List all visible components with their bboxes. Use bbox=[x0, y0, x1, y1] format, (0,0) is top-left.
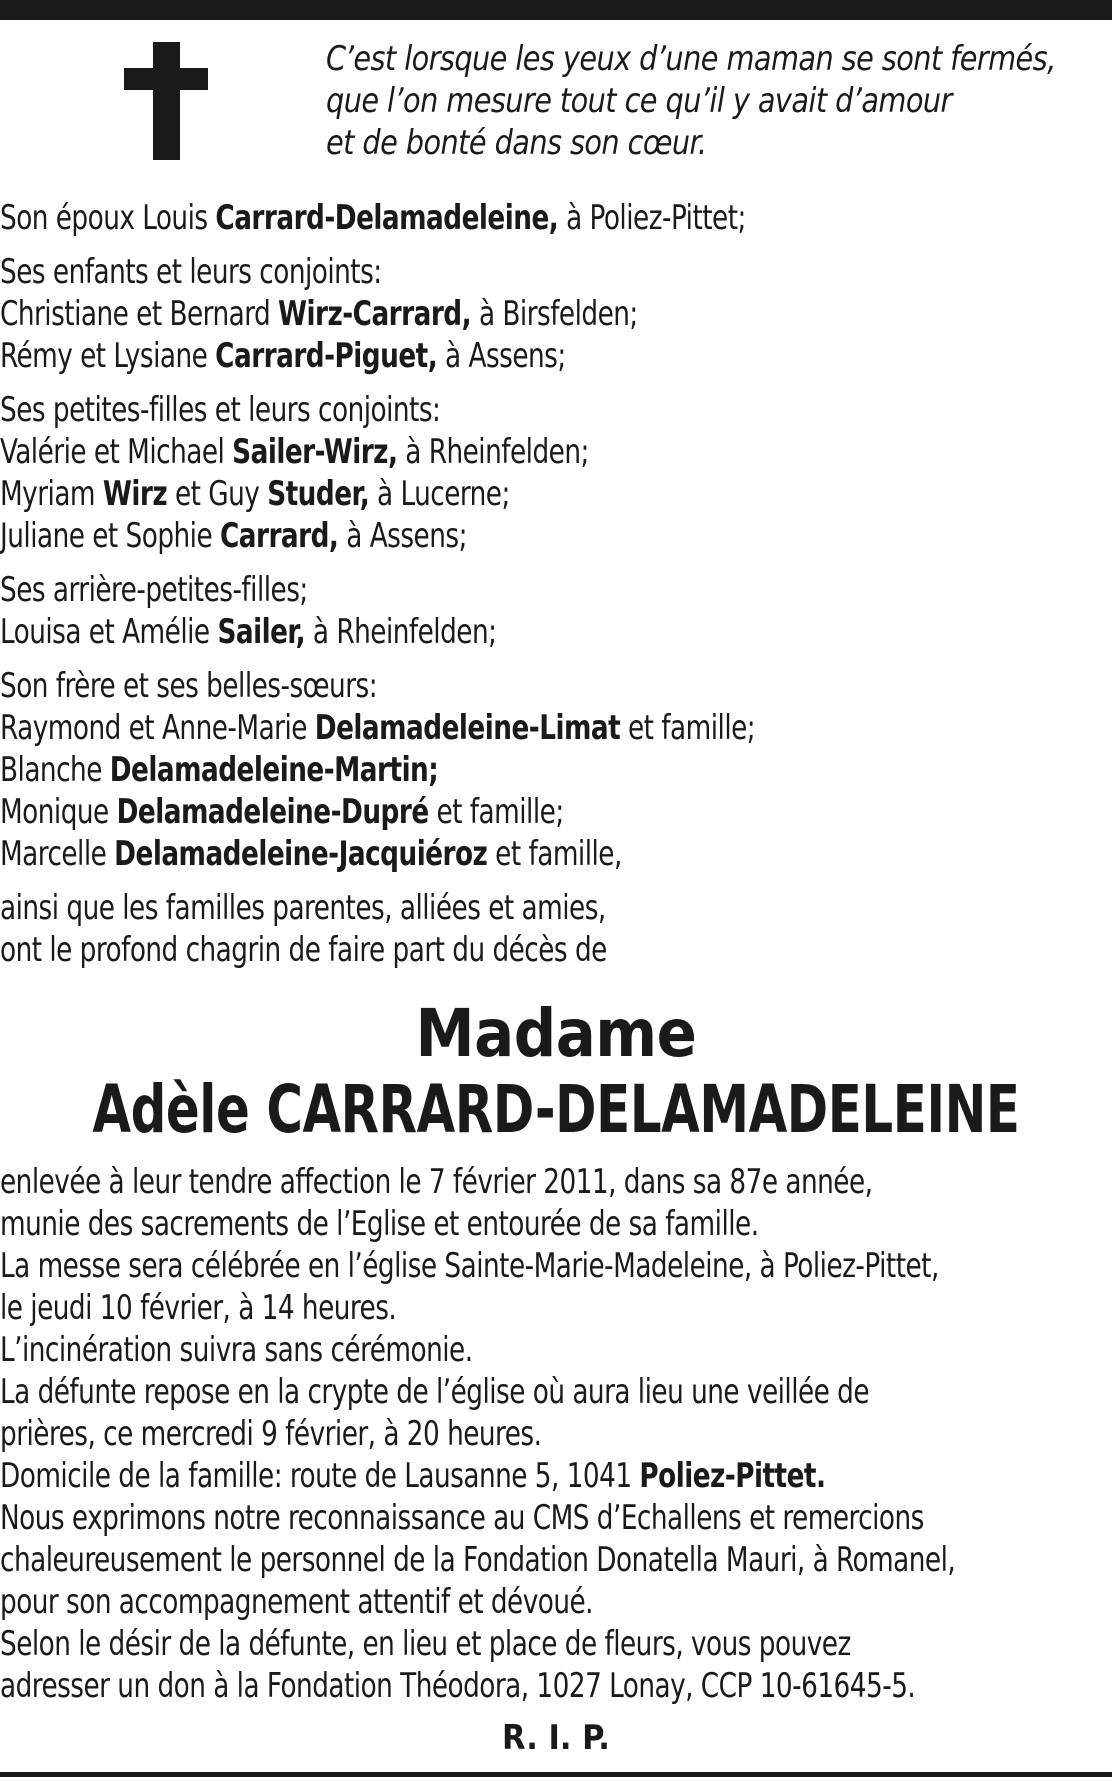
detail-line: La messe sera célébrée en l’église Sainte-Marie-Madeleine, à Poliez-Pittet, bbox=[0, 1246, 939, 1286]
deceased-name: Adèle CARRARD-DELAMADELEINE bbox=[92, 1071, 1020, 1148]
rip-text: R. I. P. bbox=[502, 1718, 610, 1758]
epitaph-quote bbox=[326, 38, 1069, 164]
family-member-line: Valérie et Michael Sailer-Wirz, à Rheinfelden; bbox=[0, 432, 589, 472]
detail-line: chaleureusement le personnel de la Fondation Donatella Mauri, à Romanel, bbox=[0, 1540, 956, 1580]
detail-line: prières, ce mercredi 9 février, à 20 heures. bbox=[0, 1414, 542, 1454]
family-member-line: Louisa et Amélie Sailer, à Rheinfelden; bbox=[0, 612, 497, 652]
great-granddaughters-heading: Ses arrière-petites-filles; bbox=[0, 570, 308, 610]
spouse-line: Son époux Louis Carrard-Delamadeleine, à Poliez-Pittet; bbox=[0, 198, 746, 238]
detail-line: le jeudi 10 février, à 14 heures. bbox=[0, 1288, 397, 1328]
detail-line: enlevée à leur tendre affection le 7 février 2011, dans sa 87e année, bbox=[0, 1162, 873, 1202]
family-member-line: Juliane et Sophie Carrard, à Assens; bbox=[0, 516, 467, 556]
children-heading: Ses enfants et leurs conjoints: bbox=[0, 252, 382, 292]
family-member-line: Rémy et Lysiane Carrard-Piguet, à Assens; bbox=[0, 336, 566, 376]
family-member-line: Blanche Delamadeleine-Martin; bbox=[0, 750, 439, 790]
detail-line: pour son accompagnement attentif et dévoué. bbox=[0, 1582, 594, 1622]
family-list bbox=[0, 197, 1112, 971]
detail-line: Selon le désir de la défunte, en lieu et place de fleurs, vous pouvez bbox=[0, 1624, 851, 1664]
granddaughters-heading: Ses petites-filles et leurs conjoints: bbox=[0, 390, 441, 430]
deceased-honorific: Madame bbox=[415, 995, 697, 1072]
quote-line: C’est lorsque les yeux d’une maman se sont fermés, bbox=[326, 39, 1056, 79]
family-member-line: Myriam Wirz et Guy Studer, à Lucerne; bbox=[0, 474, 510, 514]
cross-icon bbox=[124, 42, 208, 160]
detail-line: L’incinération suivra sans cérémonie. bbox=[0, 1330, 473, 1370]
family-member-line: Monique Delamadeleine-Dupré et famille; bbox=[0, 792, 564, 832]
quote-line: que l’on mesure tout ce qu’il y avait d’amour bbox=[326, 81, 952, 121]
domicile-line: Domicile de la famille: route de Lausanne 5, 1041 Poliez-Pittet. bbox=[0, 1456, 826, 1496]
detail-line: munie des sacrements de l’Eglise et entourée de sa famille. bbox=[0, 1204, 759, 1244]
family-member-line: Marcelle Delamadeleine-Jacquiéroz et famille, bbox=[0, 834, 622, 874]
top-border-rule bbox=[0, 0, 1112, 20]
siblings-heading: Son frère et ses belles-sœurs: bbox=[0, 666, 378, 706]
detail-line: Nous exprimons notre reconnaissance au CMS d’Echallens et remercions bbox=[0, 1498, 924, 1538]
bottom-border-rule bbox=[0, 1772, 1112, 1777]
detail-line: La défunte repose en la crypte de l’église où aura lieu une veillée de bbox=[0, 1372, 870, 1412]
closing-line: ainsi que les familles parentes, alliées et amies, bbox=[0, 888, 606, 928]
closing-line: ont le profond chagrin de faire part du décès de bbox=[0, 930, 607, 970]
family-member-line: Christiane et Bernard Wirz-Carrard, à Birsfelden; bbox=[0, 294, 638, 334]
family-member-line: Raymond et Anne-Marie Delamadeleine-Limat et famille; bbox=[0, 708, 756, 748]
quote-line: et de bonté dans son cœur. bbox=[326, 123, 707, 163]
detail-line: adresser un don à la Fondation Théodora, 1027 Lonay, CCP 10-61645-5. bbox=[0, 1666, 916, 1706]
service-details bbox=[0, 1161, 1112, 1707]
